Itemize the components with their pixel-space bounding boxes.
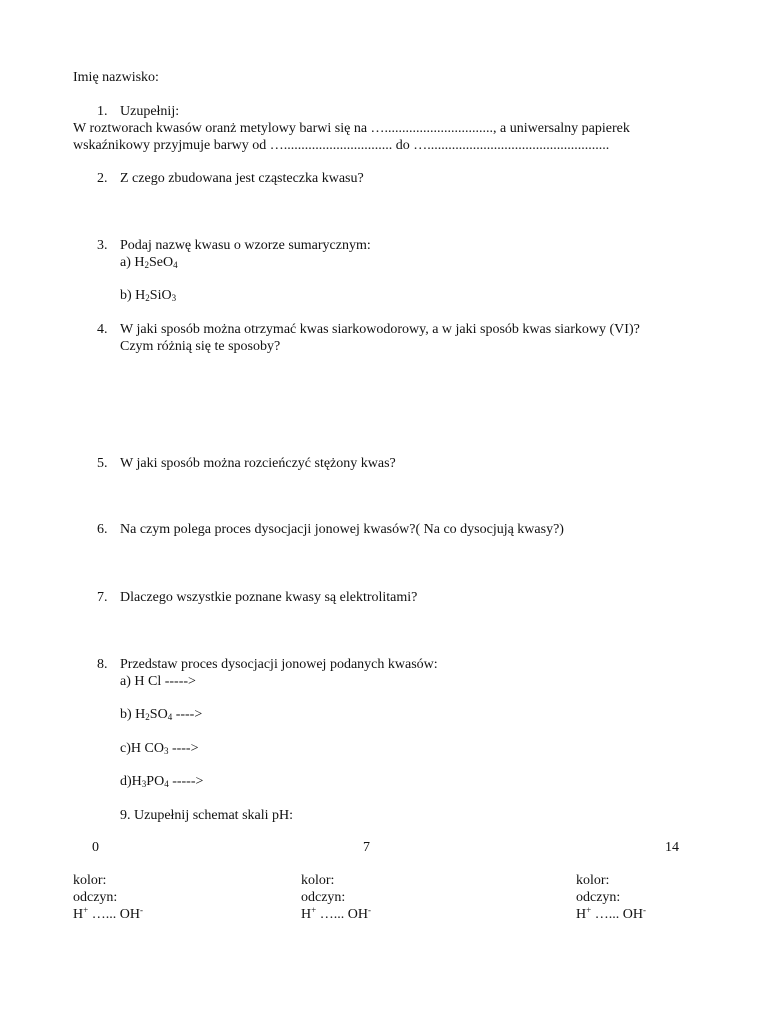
ph-scale-14: 14 bbox=[665, 840, 679, 855]
ph-col1-odczyn: odczyn: bbox=[73, 890, 118, 905]
ph-col2-kolor: kolor: bbox=[301, 873, 335, 888]
name-label: Imię nazwisko: bbox=[73, 70, 159, 85]
q4-line2: Czym różnią się te sposoby? bbox=[120, 339, 281, 354]
q2-text: Z czego zbudowana jest cząsteczka kwasu? bbox=[120, 171, 364, 186]
q7-number: 7. bbox=[97, 590, 108, 605]
ph-scale-0: 0 bbox=[92, 840, 99, 855]
q8-item-a: a) H Cl -----> bbox=[120, 674, 196, 689]
q8-item-b: b) $H_2SO_4$ ----> bbox=[120, 707, 203, 722]
ph-col1-kolor: kolor: bbox=[73, 873, 107, 888]
q2-number: 2. bbox=[97, 171, 108, 186]
ph-col3-kolor: kolor: bbox=[576, 873, 610, 888]
q8-item-d: $d)H_3PO_4$ -----> bbox=[120, 774, 204, 789]
q1-line2: wskaźnikowy przyjmuje barwy od …............................... do ….................................................... bbox=[73, 138, 610, 153]
ph-scale-7: 7 bbox=[363, 840, 370, 855]
ph-col3-ions: H+ …... OH- bbox=[576, 905, 646, 922]
q6-number: 6. bbox=[97, 522, 108, 537]
q5-text: W jaki sposób można rozcieńczyć stężony kwas? bbox=[120, 456, 396, 471]
q1-line1: W roztworach kwasów oranż metylowy barwi się na …..............................., a uniwersalny papierek bbox=[73, 121, 630, 136]
q6-text: Na czym polega proces dysocjacji jonowej kwasów?( Na co dysocjują kwasy?) bbox=[120, 522, 564, 537]
q3-text: Podaj nazwę kwasu o wzorze sumarycznym: bbox=[120, 238, 371, 253]
q3-formula-b: b) $H_2SiO_3$ bbox=[120, 288, 177, 303]
ph-col2-ions: H+ …... OH- bbox=[301, 905, 371, 922]
q1-number: 1. bbox=[97, 104, 108, 119]
q8-item-c: c)H $CO_3$ ----> bbox=[120, 741, 199, 756]
q4-number: 4. bbox=[97, 322, 108, 337]
q5-number: 5. bbox=[97, 456, 108, 471]
ph-col3-odczyn: odczyn: bbox=[576, 890, 621, 905]
ph-col2-odczyn: odczyn: bbox=[301, 890, 346, 905]
q7-text: Dlaczego wszystkie poznane kwasy są elektrolitami? bbox=[120, 590, 418, 605]
q9-text: 9. Uzupełnij schemat skali pH: bbox=[120, 808, 294, 823]
q3-number: 3. bbox=[97, 238, 108, 253]
q4-line1: W jaki sposób można otrzymać kwas siarkowodorowy, a w jaki sposób kwas siarkowy (VI)? bbox=[120, 322, 640, 337]
q1-title: Uzupełnij: bbox=[120, 104, 180, 119]
ph-col1-ions: H+ …... OH- bbox=[73, 905, 143, 922]
q8-number: 8. bbox=[97, 657, 108, 672]
q3-formula-a: a) $H_2SeO_4$ bbox=[120, 255, 178, 270]
q8-text: Przedstaw proces dysocjacji jonowej podanych kwasów: bbox=[120, 657, 438, 672]
